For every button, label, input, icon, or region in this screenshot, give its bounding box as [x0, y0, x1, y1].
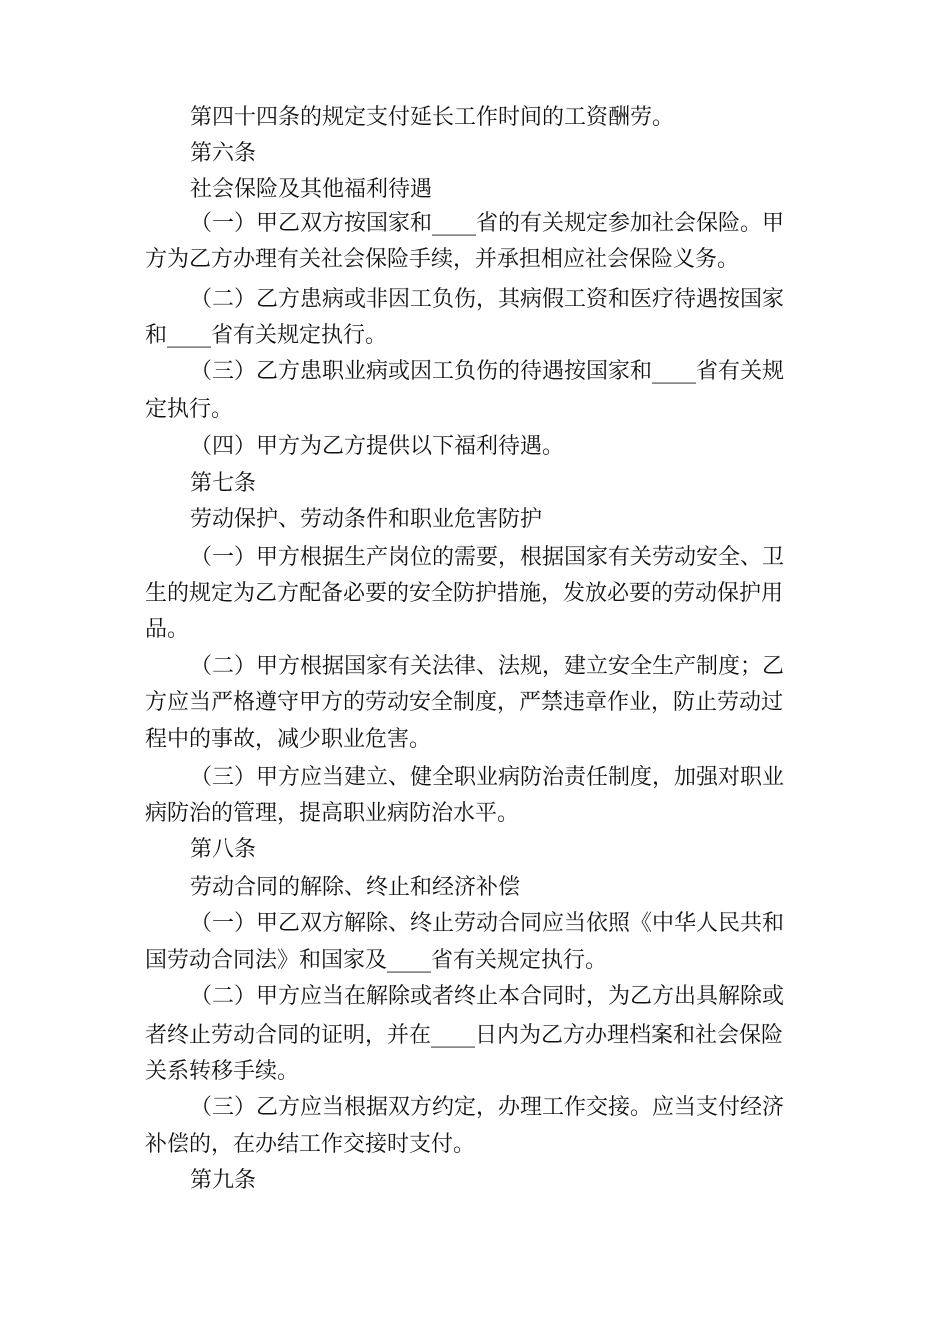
paragraph-line: （一）甲方根据生产岗位的需要，根据国家有关劳动安全、卫	[190, 545, 785, 570]
paragraph-line: 补偿的，在办结工作交接时支付。	[145, 1132, 476, 1157]
paragraph-line: 关系转移手续。	[145, 1059, 300, 1084]
paragraph-line: （二）甲方应当在解除或者终止本合同时，为乙方出具解除或	[190, 984, 785, 1009]
paragraph-line: （四）甲方为乙方提供以下福利待遇。	[190, 434, 565, 459]
section-heading: 第八条	[190, 837, 257, 862]
paragraph-line: 程中的事故，减少职业危害。	[145, 727, 432, 752]
paragraph-line: （一）甲乙双方解除、终止劳动合同应当依照《中华人民共和	[190, 911, 785, 936]
section-heading: 劳动保护、劳动条件和职业危害防护	[190, 507, 543, 532]
paragraph-line: 国劳动合同法》和国家及____省有关规定执行。	[145, 948, 608, 973]
section-heading: 第六条	[190, 141, 257, 166]
paragraph-line: 和____省有关规定执行。	[145, 323, 388, 348]
paragraph-line: 者终止劳动合同的证明，并在____日内为乙方办理档案和社会保险	[145, 1023, 784, 1048]
section-heading: 第七条	[190, 471, 257, 496]
paragraph-line: 定执行。	[145, 397, 234, 422]
paragraph-line: 第四十四条的规定支付延长工作时间的工资酬劳。	[190, 105, 675, 130]
paragraph-line: 病防治的管理，提高职业病防治水平。	[145, 801, 520, 826]
paragraph-line: （三）甲方应当建立、健全职业病防治责任制度，加强对职业	[190, 765, 785, 790]
paragraph-line: 品。	[145, 617, 190, 642]
paragraph-line: （一）甲乙双方按国家和____省的有关规定参加社会保险。甲	[190, 211, 785, 236]
section-heading: 劳动合同的解除、终止和经济补偿	[190, 875, 521, 900]
paragraph-line: 生的规定为乙方配备必要的安全防护措施，发放必要的劳动保护用	[145, 581, 784, 606]
paragraph-line: （二）甲方根据国家有关法律、法规，建立安全生产制度；乙	[190, 654, 785, 679]
paragraph-line: 方为乙方办理有关社会保险手续，并承担相应社会保险义务。	[145, 247, 740, 272]
paragraph-line: （三）乙方应当根据双方约定，办理工作交接。应当支付经济	[190, 1095, 785, 1120]
section-heading: 第九条	[190, 1168, 257, 1193]
section-heading: 社会保险及其他福利待遇	[190, 177, 433, 202]
paragraph-line: 方应当严格遵守甲方的劳动安全制度，严禁违章作业，防止劳动过	[145, 690, 784, 715]
paragraph-line: （二）乙方患病或非因工负伤，其病假工资和医疗待遇按国家	[190, 287, 785, 312]
paragraph-line: （三）乙方患职业病或因工负伤的待遇按国家和____省有关规	[190, 359, 785, 384]
